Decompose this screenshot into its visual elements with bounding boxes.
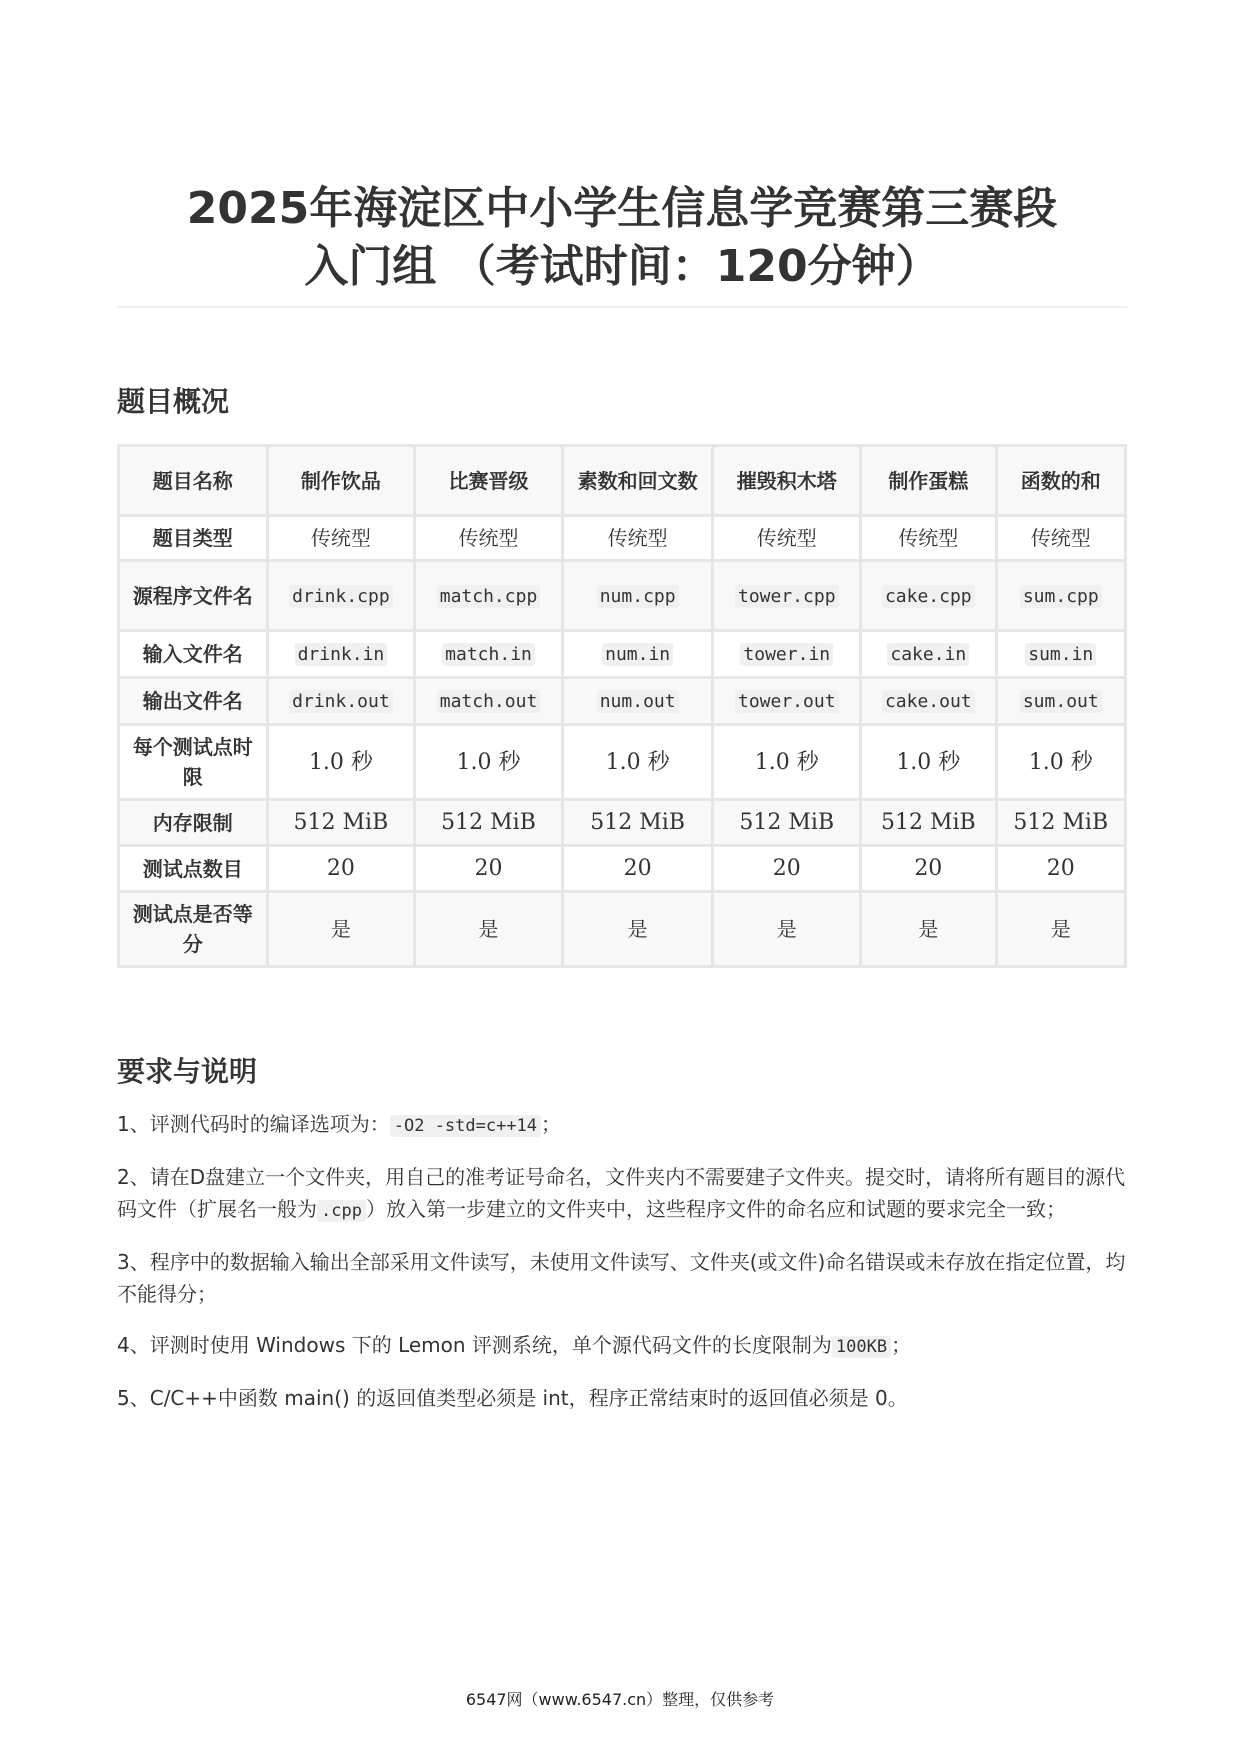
problem-name-cell: 摧毁积木塔 <box>713 446 861 516</box>
table-cell <box>415 678 563 725</box>
row-time-limit <box>119 725 1126 800</box>
table-cell <box>267 678 415 725</box>
row-label: 输入文件名 <box>119 631 268 678</box>
table-cell: 传统型 <box>562 516 713 561</box>
filename-code: drink.in <box>295 643 388 666</box>
table-cell: 传统型 <box>861 516 996 561</box>
table-cell: 是 <box>713 892 861 967</box>
size-limit-code: 100KB <box>832 1336 891 1358</box>
cell-value: 512 MiB <box>1013 810 1109 835</box>
table-cell <box>996 561 1125 631</box>
filename-code: tower.in <box>740 643 833 666</box>
row-label: 测试点是否等分 <box>119 892 268 967</box>
table-cell <box>267 561 415 631</box>
table-cell <box>562 800 713 846</box>
overview-heading: 题目概况 <box>117 385 230 418</box>
row-source-file <box>119 561 1126 631</box>
table-cell <box>861 725 996 800</box>
requirement-item-4 <box>117 1329 1127 1363</box>
filename-code: tower.cpp <box>735 585 839 608</box>
table-cell <box>713 800 861 846</box>
document-page <box>117 180 1127 1433</box>
row-test-count <box>119 846 1126 892</box>
filename-code: num.in <box>602 643 673 666</box>
table-cell <box>996 678 1125 725</box>
requirement-4-text: 4、评测时使用 Windows 下的 Lemon 评测系统，单个源代码文件的长度限制为 <box>117 1333 832 1357</box>
requirement-item-2 <box>117 1161 1127 1227</box>
table-cell <box>562 725 713 800</box>
table-cell <box>713 631 861 678</box>
filename-code: cake.cpp <box>882 585 975 608</box>
table-cell: 传统型 <box>713 516 861 561</box>
document-title <box>117 180 1127 308</box>
table-cell <box>713 725 861 800</box>
table-cell <box>415 725 563 800</box>
filename-code: cake.in <box>887 643 969 666</box>
cell-value: 512 MiB <box>739 810 835 835</box>
row-input-file <box>119 631 1126 678</box>
row-label: 内存限制 <box>119 800 268 846</box>
table-cell <box>861 631 996 678</box>
cell-value: 20 <box>1046 856 1075 881</box>
cell-value: 1.0 秒 <box>308 749 373 775</box>
table-cell <box>562 846 713 892</box>
table-cell <box>713 561 861 631</box>
table-cell <box>996 631 1125 678</box>
cell-value: 512 MiB <box>293 810 389 835</box>
table-cell: 是 <box>267 892 415 967</box>
compile-options-code: -O2 -std=c++14 <box>390 1115 541 1137</box>
row-output-file <box>119 678 1126 725</box>
requirement-item-3: 3、程序中的数据输入输出全部采用文件读写，未使用文件读写、文件夹(或文件)命名错误或未存放在指定位置，均不能得分； <box>117 1250 1126 1306</box>
title-line-1: 2025年海淀区中小学生信息学竞赛第三赛段 <box>186 183 1058 234</box>
filename-code: num.out <box>597 690 679 713</box>
problem-name-cell: 制作饮品 <box>267 446 415 516</box>
filename-code: match.in <box>442 643 535 666</box>
row-label: 题目名称 <box>119 446 268 516</box>
footer-note: 6547网（www.6547.cn）整理，仅供参考 <box>465 1690 775 1709</box>
cell-value: 20 <box>623 856 652 881</box>
requirement-2-text: 2、请在D盘建立一个文件夹，用自己的准考证号命名，文件夹内不需要建子文件夹。提交时，请将所有题目的源代码文件（扩展名一般为 <box>117 1165 1126 1221</box>
requirement-item-1 <box>117 1108 1127 1142</box>
table-cell <box>861 800 996 846</box>
cell-value: 20 <box>474 856 503 881</box>
table-cell: 传统型 <box>415 516 563 561</box>
table-cell <box>415 800 563 846</box>
filename-code: drink.out <box>289 690 393 713</box>
requirement-item-5: 5、C/C++中函数 main() 的返回值类型必须是 int，程序正常结束时的返回值必须是 0。 <box>117 1386 908 1410</box>
table-cell <box>415 561 563 631</box>
filename-code: drink.cpp <box>289 585 393 608</box>
table-cell: 传统型 <box>267 516 415 561</box>
filename-code: sum.out <box>1020 690 1102 713</box>
table-cell <box>267 631 415 678</box>
table-cell <box>415 846 563 892</box>
table-cell <box>861 678 996 725</box>
cell-value: 1.0 秒 <box>1028 749 1093 775</box>
requirement-4-suffix: ； <box>891 1333 912 1357</box>
row-label: 测试点数目 <box>119 846 268 892</box>
row-label: 每个测试点时限 <box>119 725 268 800</box>
cell-value: 20 <box>772 856 801 881</box>
cell-value: 512 MiB <box>441 810 536 835</box>
table-cell <box>996 846 1125 892</box>
cell-value: 512 MiB <box>880 810 976 835</box>
problem-overview-table <box>117 444 1127 968</box>
cell-value: 1.0 秒 <box>896 749 961 775</box>
cell-value: 1.0 秒 <box>456 749 521 775</box>
table-cell <box>713 846 861 892</box>
problem-name-cell: 比赛晋级 <box>415 446 563 516</box>
filename-code: tower.out <box>735 690 839 713</box>
table-cell: 是 <box>562 892 713 967</box>
row-equal-score <box>119 892 1126 967</box>
filename-code: match.cpp <box>437 585 541 608</box>
filename-code: sum.cpp <box>1020 585 1102 608</box>
filename-code: cake.out <box>882 690 975 713</box>
requirements-list <box>117 1108 1127 1414</box>
cell-value: 20 <box>914 856 943 881</box>
extension-code: .cpp <box>317 1200 366 1222</box>
table-cell: 是 <box>996 892 1125 967</box>
cell-value: 20 <box>326 856 355 881</box>
table-cell <box>713 678 861 725</box>
problem-name-cell: 制作蛋糕 <box>861 446 996 516</box>
filename-code: num.cpp <box>597 585 679 608</box>
table-cell <box>267 800 415 846</box>
row-label: 题目类型 <box>119 516 268 561</box>
table-cell: 是 <box>415 892 563 967</box>
table-cell <box>415 631 563 678</box>
requirements-heading: 要求与说明 <box>117 1055 258 1088</box>
title-line-2: 入门组 （考试时间：120分钟） <box>304 241 940 292</box>
table-cell: 传统型 <box>996 516 1125 561</box>
table-cell <box>562 631 713 678</box>
row-problem-type <box>119 516 1126 561</box>
requirement-1-text: 1、评测代码时的编译选项为： <box>117 1112 390 1136</box>
problem-name-cell: 素数和回文数 <box>562 446 713 516</box>
header-row <box>119 446 1126 516</box>
cell-value: 1.0 秒 <box>754 749 819 775</box>
cell-value: 1.0 秒 <box>605 749 670 775</box>
requirement-2-suffix: ）放入第一步建立的文件夹中，这些程序文件的命名应和试题的要求完全一致； <box>365 1197 1066 1221</box>
table-cell <box>861 561 996 631</box>
row-label: 源程序文件名 <box>119 561 268 631</box>
table-cell <box>267 846 415 892</box>
row-memory-limit <box>119 800 1126 846</box>
filename-code: sum.in <box>1025 643 1096 666</box>
table-cell <box>562 678 713 725</box>
table-cell <box>996 725 1125 800</box>
row-label: 输出文件名 <box>119 678 268 725</box>
table-cell: 是 <box>861 892 996 967</box>
problem-name-cell: 函数的和 <box>996 446 1125 516</box>
table-cell <box>861 846 996 892</box>
filename-code: match.out <box>437 690 541 713</box>
cell-value: 512 MiB <box>590 810 685 835</box>
requirement-1-suffix: ； <box>541 1112 562 1136</box>
table-cell <box>562 561 713 631</box>
table-cell <box>996 800 1125 846</box>
table-cell <box>267 725 415 800</box>
